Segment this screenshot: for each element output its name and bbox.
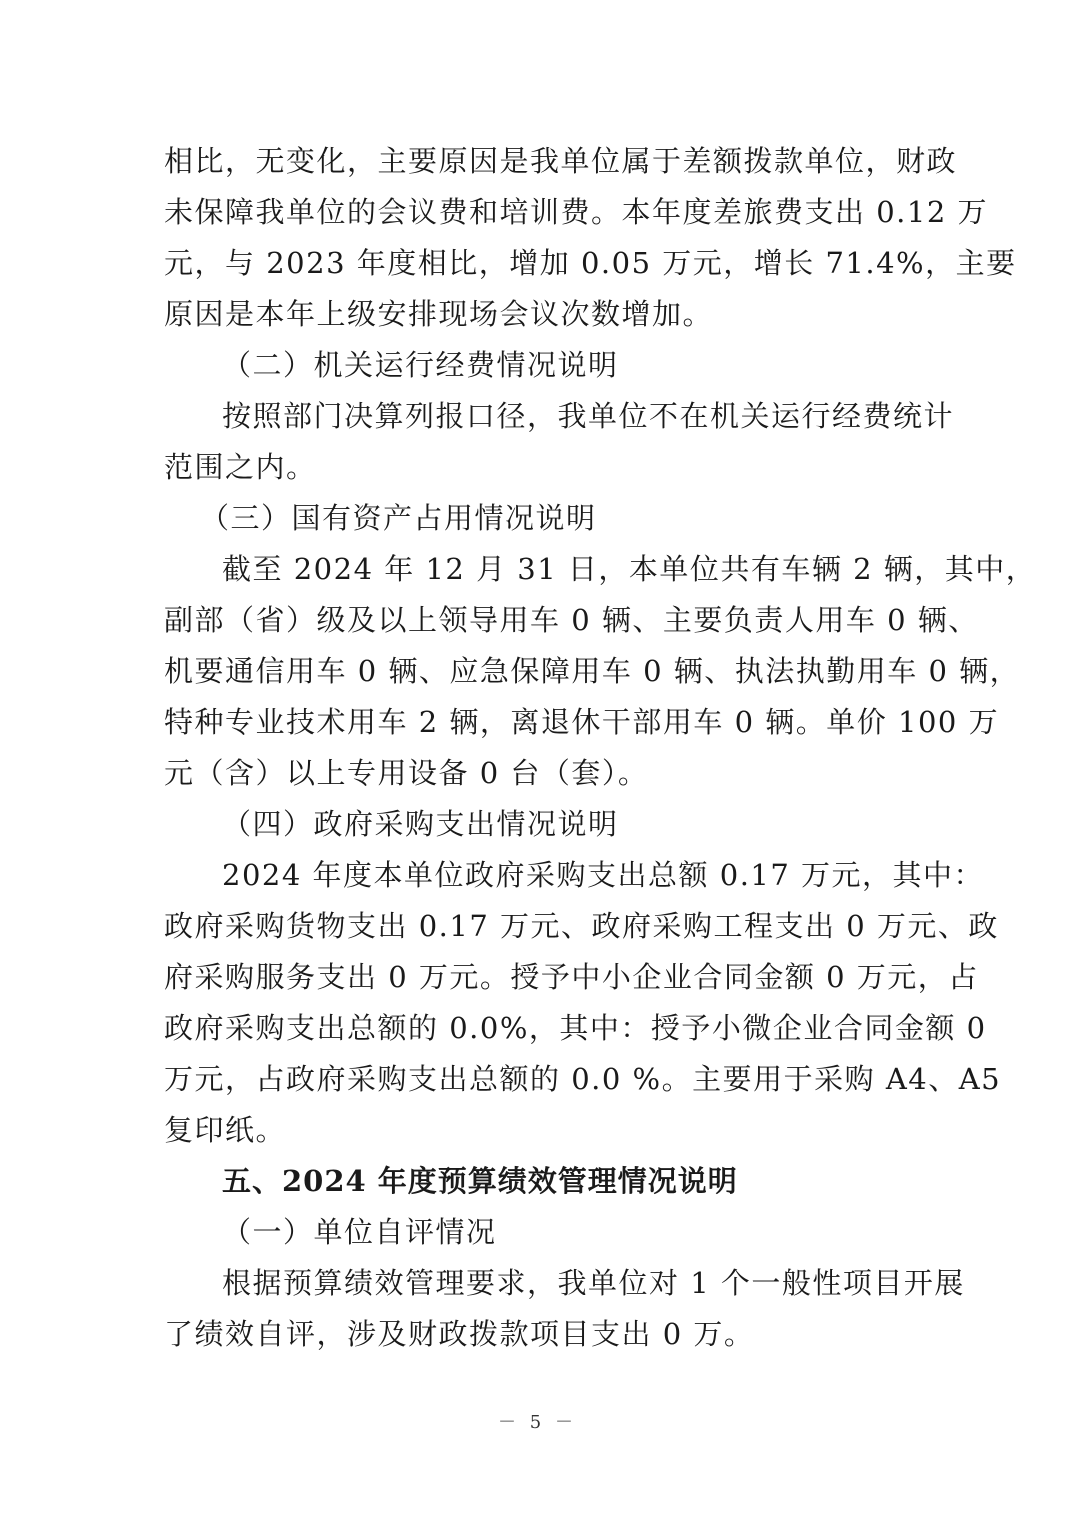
body-text-line: 万元，占政府采购支出总额的 0.0 %。主要用于采购 A4、A5 bbox=[164, 1062, 1002, 1096]
body-text-line: 复印纸。 bbox=[164, 1113, 287, 1147]
body-text-line: 机要通信用车 0 辆、应急保障用车 0 辆、执法执勤用车 0 辆， bbox=[164, 654, 1021, 688]
section-heading-state-assets: （三）国有资产占用情况说明 bbox=[200, 501, 597, 535]
section-heading-self-evaluation: （一）单位自评情况 bbox=[222, 1215, 497, 1249]
document-body bbox=[164, 136, 1037, 1360]
body-text-line: 范围之内。 bbox=[164, 450, 317, 484]
body-text-line: 政府采购货物支出 0.17 万元、政府采购工程支出 0 万元、政 bbox=[164, 909, 999, 943]
body-text-line: 府采购服务支出 0 万元。授予中小企业合同金额 0 万元，占 bbox=[164, 960, 979, 994]
major-heading-performance-management: 五、2024 年度预算绩效管理情况说明 bbox=[222, 1164, 738, 1198]
body-text-line: 副部（省）级及以上领导用车 0 辆、主要负责人用车 0 辆、 bbox=[164, 603, 979, 637]
body-text-line: 相比，无变化，主要原因是我单位属于差额拨款单位，财政 bbox=[164, 144, 958, 178]
body-text-line: 截至 2024 年 12 月 31 日，本单位共有车辆 2 辆，其中， bbox=[222, 552, 1037, 586]
body-text-line: 元，与 2023 年度相比，增加 0.05 万元，增长 71.4%，主要 bbox=[164, 246, 1017, 280]
body-text-line: 未保障我单位的会议费和培训费。本年度差旅费支出 0.12 万 bbox=[164, 195, 989, 229]
section-heading-office-operating-funds: （二）机关运行经费情况说明 bbox=[222, 348, 619, 382]
body-text-line: 元（含）以上专用设备 0 台（套）。 bbox=[164, 756, 649, 790]
page-number: － 5 － bbox=[498, 1412, 577, 1433]
body-text-line: 了绩效自评，涉及财政拨款项目支出 0 万。 bbox=[164, 1317, 755, 1351]
body-text-line: 根据预算绩效管理要求，我单位对 1 个一般性项目开展 bbox=[222, 1266, 965, 1300]
body-text-line: 原因是本年上级安排现场会议次数增加。 bbox=[164, 297, 714, 331]
body-text-line: 政府采购支出总额的 0.0%，其中：授予小微企业合同金额 0 bbox=[164, 1011, 987, 1045]
body-text-line: 按照部门决算列报口径，我单位不在机关运行经费统计 bbox=[222, 399, 955, 433]
section-heading-government-procurement: （四）政府采购支出情况说明 bbox=[222, 807, 619, 841]
body-text-line: 特种专业技术用车 2 辆，离退休干部用车 0 辆。单价 100 万 bbox=[164, 705, 1000, 739]
body-text-line: 2024 年度本单位政府采购支出总额 0.17 万元，其中： bbox=[222, 858, 985, 892]
